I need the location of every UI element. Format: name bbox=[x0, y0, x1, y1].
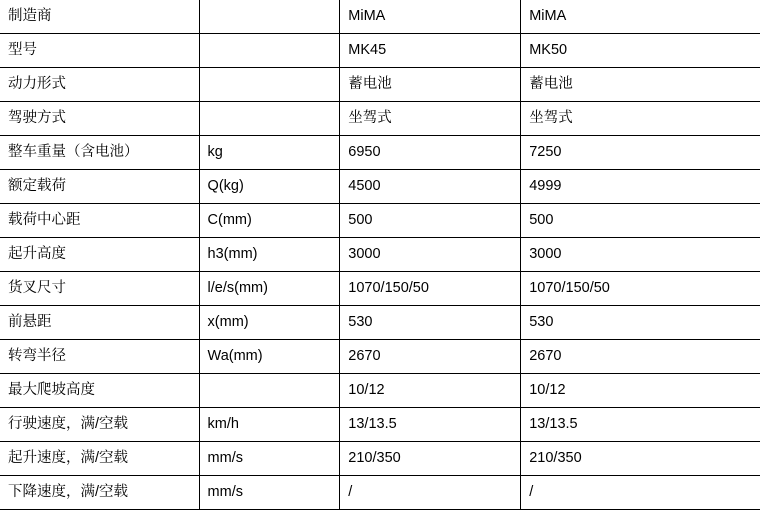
model-1-value: 坐驾式 bbox=[340, 102, 521, 136]
parameter-unit bbox=[199, 374, 340, 408]
table-row bbox=[0, 476, 760, 510]
parameter-unit: C(mm) bbox=[199, 204, 340, 238]
model-2-value: 530 bbox=[521, 306, 760, 340]
parameter-unit bbox=[199, 102, 340, 136]
parameter-unit: Q(kg) bbox=[199, 170, 340, 204]
parameter-unit: mm/s bbox=[199, 476, 340, 510]
model-1-value: 500 bbox=[340, 204, 521, 238]
model-2-value: MK50 bbox=[521, 34, 760, 68]
parameter-label: 动力形式 bbox=[0, 68, 199, 102]
table-row bbox=[0, 238, 760, 272]
model-1-value: / bbox=[340, 476, 521, 510]
parameter-unit: mm/s bbox=[199, 442, 340, 476]
model-2-value: 500 bbox=[521, 204, 760, 238]
table-row bbox=[0, 136, 760, 170]
parameter-label: 下降速度，满/空载 bbox=[0, 476, 199, 510]
table-row bbox=[0, 34, 760, 68]
parameter-unit bbox=[199, 34, 340, 68]
parameter-label: 货叉尺寸 bbox=[0, 272, 199, 306]
parameter-label: 驾驶方式 bbox=[0, 102, 199, 136]
model-2-value: 2670 bbox=[521, 340, 760, 374]
model-2-value: 210/350 bbox=[521, 442, 760, 476]
table-row bbox=[0, 170, 760, 204]
table-row bbox=[0, 442, 760, 476]
parameter-unit: kg bbox=[199, 136, 340, 170]
model-2-value: 4999 bbox=[521, 170, 760, 204]
parameter-unit: km/h bbox=[199, 408, 340, 442]
model-1-value: 13/13.5 bbox=[340, 408, 521, 442]
model-1-value: MK45 bbox=[340, 34, 521, 68]
model-2-value: MiMA bbox=[521, 0, 760, 34]
parameter-label: 最大爬坡高度 bbox=[0, 374, 199, 408]
table-row bbox=[0, 306, 760, 340]
table-row bbox=[0, 340, 760, 374]
model-2-value: / bbox=[521, 476, 760, 510]
parameter-unit: l/e/s(mm) bbox=[199, 272, 340, 306]
table-row bbox=[0, 68, 760, 102]
table-row bbox=[0, 272, 760, 306]
parameter-label: 行驶速度，满/空载 bbox=[0, 408, 199, 442]
table-row bbox=[0, 408, 760, 442]
parameter-label: 转弯半径 bbox=[0, 340, 199, 374]
parameter-unit: x(mm) bbox=[199, 306, 340, 340]
model-2-value: 蓄电池 bbox=[521, 68, 760, 102]
parameter-unit bbox=[199, 68, 340, 102]
model-2-value: 3000 bbox=[521, 238, 760, 272]
parameter-unit: Wa(mm) bbox=[199, 340, 340, 374]
parameter-label: 整车重量（含电池） bbox=[0, 136, 199, 170]
model-1-value: 530 bbox=[340, 306, 521, 340]
model-1-value: 3000 bbox=[340, 238, 521, 272]
model-1-value: 4500 bbox=[340, 170, 521, 204]
model-2-value: 7250 bbox=[521, 136, 760, 170]
table-row bbox=[0, 102, 760, 136]
model-1-value: 10/12 bbox=[340, 374, 521, 408]
parameter-unit bbox=[199, 0, 340, 34]
parameter-label: 起升速度，满/空载 bbox=[0, 442, 199, 476]
model-1-value: 210/350 bbox=[340, 442, 521, 476]
parameter-label: 型号 bbox=[0, 34, 199, 68]
parameter-label: 制造商 bbox=[0, 0, 199, 34]
parameter-unit: h3(mm) bbox=[199, 238, 340, 272]
parameter-label: 起升高度 bbox=[0, 238, 199, 272]
model-2-value: 坐驾式 bbox=[521, 102, 760, 136]
model-1-value: 2670 bbox=[340, 340, 521, 374]
model-2-value: 13/13.5 bbox=[521, 408, 760, 442]
model-1-value: 6950 bbox=[340, 136, 521, 170]
parameter-label: 前悬距 bbox=[0, 306, 199, 340]
parameter-label: 载荷中心距 bbox=[0, 204, 199, 238]
model-2-value: 1070/150/50 bbox=[521, 272, 760, 306]
model-2-value: 10/12 bbox=[521, 374, 760, 408]
model-1-value: 蓄电池 bbox=[340, 68, 521, 102]
model-1-value: MiMA bbox=[340, 0, 521, 34]
table-row bbox=[0, 374, 760, 408]
model-1-value: 1070/150/50 bbox=[340, 272, 521, 306]
table-row bbox=[0, 204, 760, 238]
parameter-label: 额定载荷 bbox=[0, 170, 199, 204]
table-row bbox=[0, 0, 760, 34]
